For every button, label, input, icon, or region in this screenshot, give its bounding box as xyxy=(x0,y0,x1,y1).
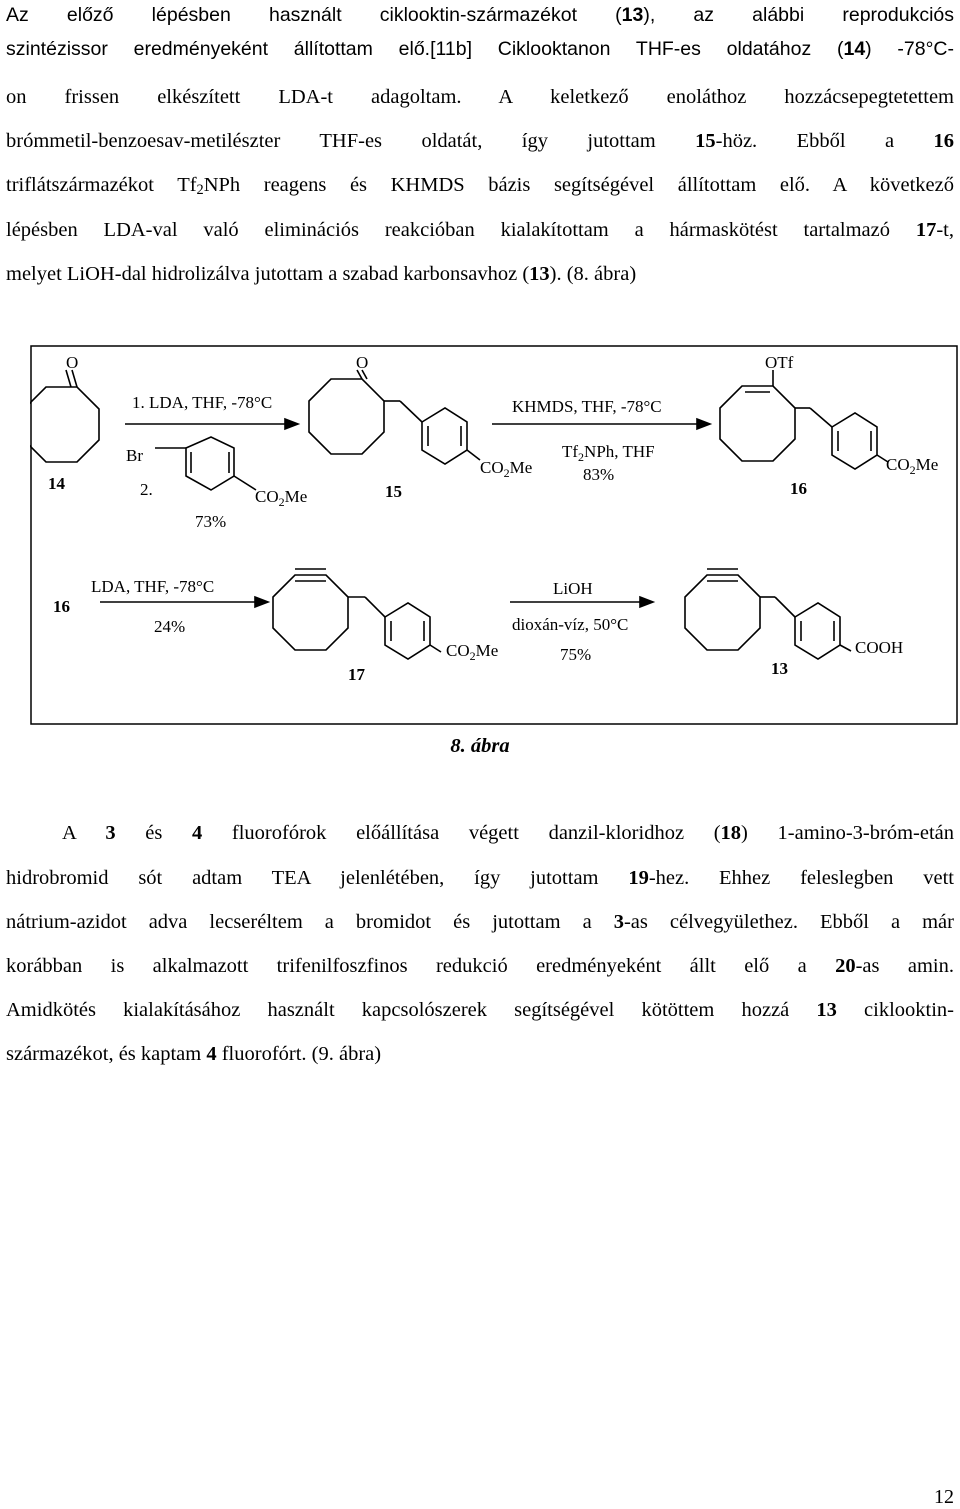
oxygen-label-15: O xyxy=(356,353,369,372)
p1-line-6: lépésben LDA-val való eliminációs reakcióban kialakítottam a hármaskötést tartalmazó 17-t, xyxy=(6,219,954,241)
step3-reagent: LDA, THF, -78°C xyxy=(91,577,215,596)
compound-number-16: 16 xyxy=(790,479,807,498)
compound-number-13: 13 xyxy=(771,659,788,678)
step4-reagent-2: dioxán-víz, 50°C xyxy=(512,615,629,634)
oxygen-label-14: O xyxy=(66,353,79,372)
ester-label-15: $CO_2Me$ xyxy=(480,458,533,480)
compound-number-17: 17 xyxy=(348,665,365,684)
reaction-scheme xyxy=(30,345,958,725)
step2-reagent-2: $Tf_2NPh$, THF xyxy=(562,442,655,464)
step2-reagent: KHMDS, THF, -78°C xyxy=(512,397,662,416)
p1-line-4: brómmetil-benzoesav-metilészter THF-es oldatát, így jutottam 15-höz. Ebből a 16 xyxy=(6,130,954,152)
step1-br: Br xyxy=(126,446,143,465)
compound-number-14: 14 xyxy=(48,474,65,493)
otf-label: OTf xyxy=(765,353,794,372)
step1-reagent: 1. LDA, THF, -78°C xyxy=(132,393,273,412)
p1-line-3: on frissen elkészített LDA-t adagoltam. A keletkező enoláthoz hozzácsepegtetettem xyxy=(6,86,954,108)
figure-caption: 8. ábra xyxy=(450,735,510,757)
cyclooctyne-ring-17 xyxy=(273,575,348,650)
p2-line-3: nátrium-azidot adva lecseréltem a bromidot és jutottam a 3-as célvegyülethez. Ebből a már xyxy=(6,911,954,933)
step3-yield: 24% xyxy=(154,617,186,636)
carbonyl-bond-14 xyxy=(72,370,77,387)
p2-line-1: A 3 és 4 fluorofórok előállítása végett danzil-kloridhoz (18) 1-amino-3-bróm-etán xyxy=(62,822,954,844)
cyclooctane-ring-15 xyxy=(309,379,384,454)
ester-label-17: $CO_2Me$ xyxy=(446,641,499,663)
p2-line-6: származékot, és kaptam 4 fluorofórt. (9. ábra) xyxy=(6,1043,382,1065)
step1-num: 2. xyxy=(140,480,153,499)
p1-line-5: triflátszármazékot $Tf_2NPh$ reagens és KHMDS bázis segítségével állítottam elő. A következő xyxy=(6,174,954,198)
ester-label-16: $CO_2Me$ xyxy=(886,455,939,477)
step2-yield: 83% xyxy=(583,465,615,484)
p2-line-2: hidrobromid sót adtam TEA jelenlétében, így jutottam 19-hez. Ehhez feleslegben vett xyxy=(6,867,954,889)
acid-label-13: COOH xyxy=(855,638,904,657)
step4-yield: 75% xyxy=(560,645,592,664)
cyclooctyne-ring-13 xyxy=(685,575,760,650)
ester-label-reagent: $CO_2Me$ xyxy=(255,487,308,509)
p1-line-2: szintézissor eredményeként állítottam elő.[11b] Ciklooktanon THF-es oldatához (14) -78°C- xyxy=(6,38,954,60)
p1-line-1: Az előző lépésben használt ciklooktin-származékot (13), az alábbi reprodukciós xyxy=(6,4,954,26)
p1-line-7: melyet LiOH-dal hidrolizálva jutottam a szabad karbonsavhoz (13). (8. ábra) xyxy=(6,263,637,285)
p2-line-5: Amidkötés kialakításához használt kapcsolószerek segítségével kötöttem hozzá 13 ciklooktin- xyxy=(6,999,954,1021)
compound-number-16-start: 16 xyxy=(53,597,70,616)
cyclooctane-ring-14 xyxy=(30,387,99,462)
cyclooctene-ring-16 xyxy=(720,386,795,461)
benzene-ring-reagent xyxy=(186,437,234,490)
p2-line-4: korábban is alkalmazott trifenilfoszfinos redukció eredményeként állt elő a 20-as amin. xyxy=(6,955,954,977)
step4-reagent: LiOH xyxy=(553,579,593,598)
page-number: 12 xyxy=(934,1486,954,1508)
step1-yield: 73% xyxy=(195,512,227,531)
compound-number-15: 15 xyxy=(385,482,402,501)
